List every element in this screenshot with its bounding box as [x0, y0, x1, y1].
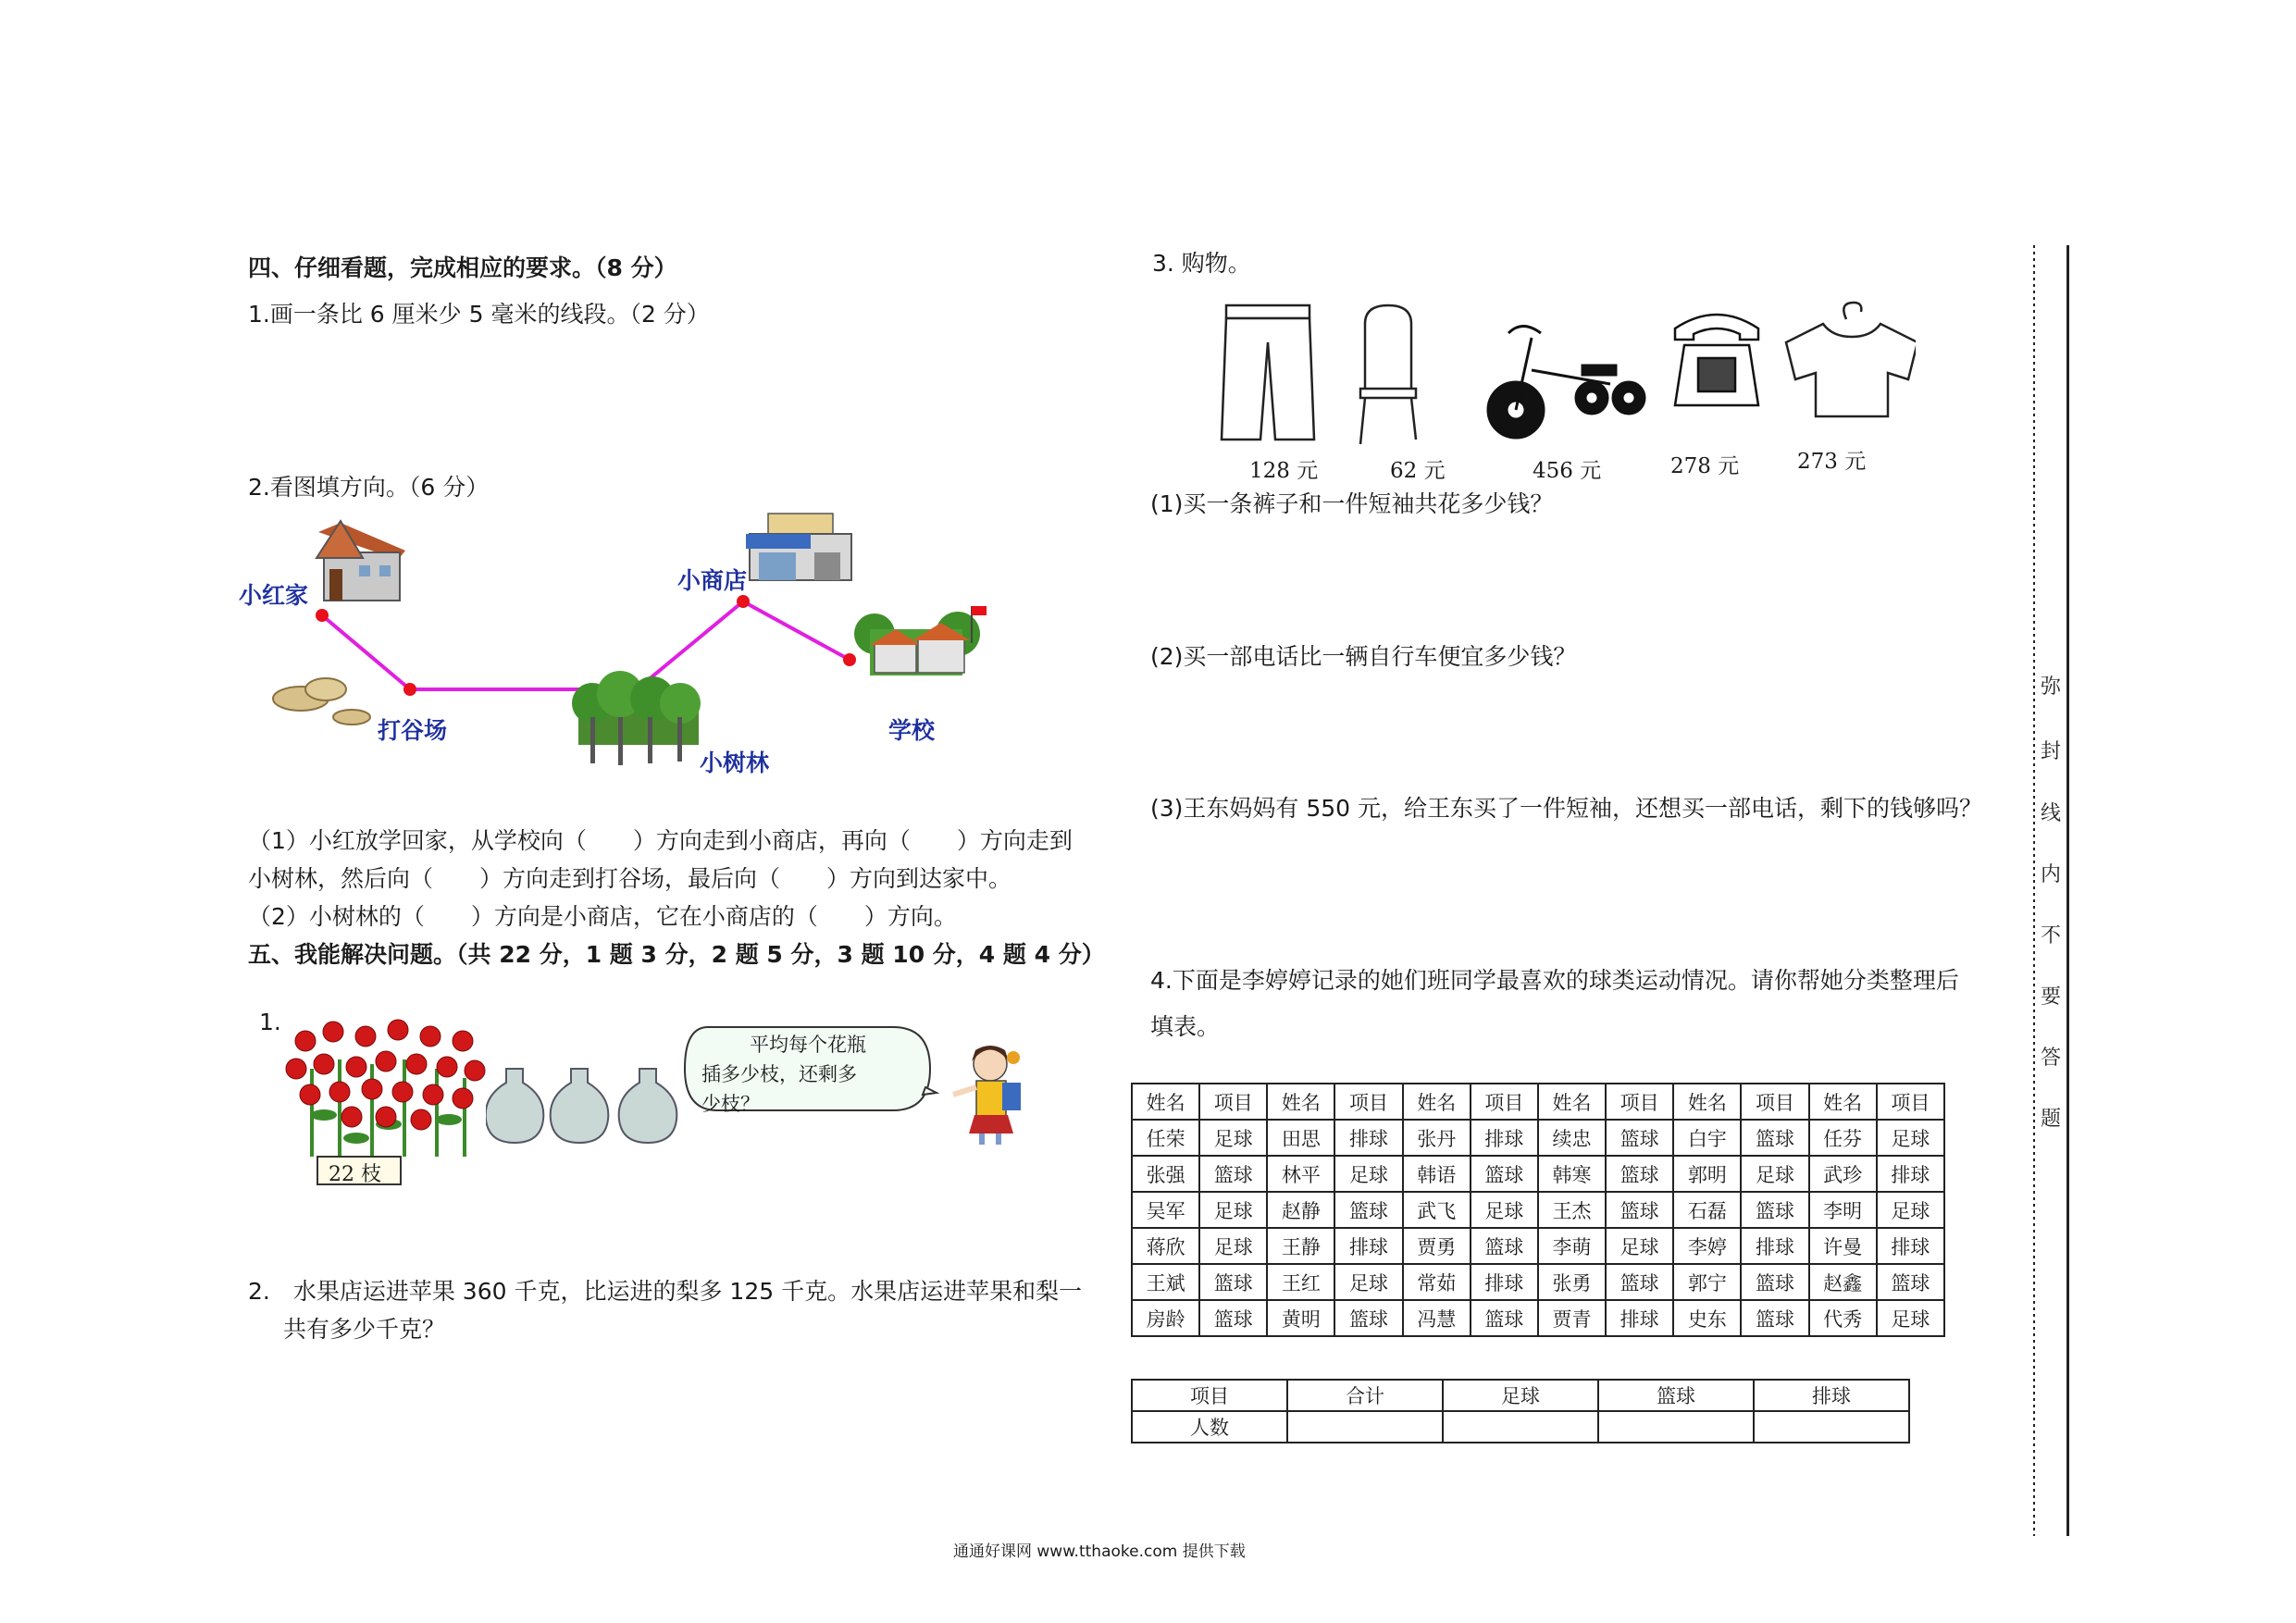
- table-row: [1132, 1264, 1944, 1300]
- table-cell: 李婷: [1673, 1228, 1741, 1264]
- header-cell: 姓名: [1538, 1084, 1606, 1120]
- bubble-line-2: 插多少枝，还剩多: [701, 1063, 857, 1085]
- summary-header-cell: 项目: [1132, 1380, 1287, 1411]
- table-cell: 任芬: [1809, 1120, 1877, 1156]
- school-icon: [854, 606, 987, 675]
- table-cell: 续忠: [1538, 1120, 1606, 1156]
- problem-2-line2: 共有多少千克？: [283, 1316, 446, 1343]
- header-cell: 项目: [1741, 1084, 1808, 1120]
- table-cell: 赵鑫: [1809, 1264, 1877, 1300]
- summary-header-cell: 足球: [1443, 1380, 1598, 1411]
- summary-header-cell: 排球: [1754, 1380, 1909, 1411]
- table-cell: 篮球: [1877, 1264, 1944, 1300]
- table-cell: 篮球: [1741, 1120, 1808, 1156]
- footer-credit: 通通好课网 www.tthaoke.com 提供下载: [953, 1542, 1246, 1561]
- table-cell: 李明: [1809, 1192, 1877, 1228]
- table-cell: 张丹: [1403, 1120, 1471, 1156]
- table-cell: 篮球: [1199, 1300, 1267, 1336]
- summary-row-label: 人数: [1132, 1411, 1287, 1443]
- header-cell: 姓名: [1809, 1084, 1877, 1120]
- question-2: 2.看图填方向。（6 分）: [248, 474, 490, 501]
- table-cell: 石磊: [1673, 1192, 1741, 1228]
- table-cell: 贾勇: [1403, 1228, 1471, 1264]
- table-cell: 排球: [1334, 1120, 1402, 1156]
- label-shop: 小商店: [677, 567, 748, 594]
- table-cell: 排球: [1877, 1228, 1944, 1264]
- header-cell: 项目: [1334, 1084, 1402, 1120]
- table-cell: 排球: [1334, 1228, 1402, 1264]
- tshirt-icon: [1786, 303, 1916, 416]
- section4-title: 四、仔细看题，完成相应的要求。（8 分）: [248, 254, 677, 281]
- table-cell: 篮球: [1334, 1300, 1402, 1336]
- table-cell: 篮球: [1741, 1264, 1808, 1300]
- table-cell: 篮球: [1334, 1192, 1402, 1228]
- problem-1-number: 1.: [259, 1009, 281, 1035]
- answer-cell-total[interactable]: [1287, 1411, 1443, 1443]
- header-cell: 项目: [1199, 1084, 1267, 1120]
- binding-char: 内: [2041, 863, 2062, 886]
- binding-char: 封: [2041, 740, 2062, 763]
- table-cell: 郭宁: [1673, 1264, 1741, 1300]
- binding-char: 要: [2041, 985, 2062, 1009]
- table-cell: 足球: [1741, 1156, 1808, 1192]
- point-shop: [737, 595, 750, 608]
- table-cell: 篮球: [1606, 1192, 1673, 1228]
- table-row: [1132, 1228, 1944, 1264]
- table-cell: 武飞: [1403, 1192, 1471, 1228]
- summary-header-cell: 篮球: [1598, 1380, 1754, 1411]
- table-cell: 任荣: [1132, 1120, 1199, 1156]
- price-chair: 62 元: [1390, 459, 1446, 483]
- header-cell: 姓名: [1403, 1084, 1471, 1120]
- price-telephone: 278 元: [1670, 454, 1740, 478]
- problem-3-q2: (2)买一部电话比一辆自行车便宜多少钱？: [1150, 643, 1577, 670]
- table-cell: 王红: [1267, 1264, 1334, 1300]
- table-cell: 篮球: [1606, 1264, 1673, 1300]
- price-tshirt: 273 元: [1797, 450, 1867, 474]
- q2-sub1-line1: （1）小红放学回家，从学校向（ ）方向走到小商店，再向（ ）方向走到: [248, 827, 1073, 854]
- point-home: [316, 609, 329, 622]
- girl-icon: [944, 1041, 1046, 1152]
- table-cell: 张强: [1132, 1156, 1199, 1192]
- table-cell: 足球: [1199, 1192, 1267, 1228]
- binding-char: 线: [2041, 802, 2062, 825]
- problem-4-line2: 填表。: [1150, 1013, 1221, 1040]
- table-cell: 武珍: [1809, 1156, 1877, 1192]
- table-row: [1132, 1120, 1944, 1156]
- table-cell: 史东: [1673, 1300, 1741, 1336]
- table-cell: 篮球: [1606, 1120, 1673, 1156]
- table-cell: 张勇: [1538, 1264, 1606, 1300]
- table-cell: 郭明: [1673, 1156, 1741, 1192]
- house-icon: [316, 521, 405, 601]
- binding-char: 不: [2041, 924, 2062, 948]
- header-cell: 姓名: [1132, 1084, 1199, 1120]
- table-cell: 足球: [1606, 1228, 1673, 1264]
- table-cell: 足球: [1199, 1228, 1267, 1264]
- table-cell: 足球: [1471, 1192, 1538, 1228]
- table-cell: 排球: [1741, 1228, 1808, 1264]
- table-cell: 篮球: [1741, 1192, 1808, 1228]
- table-cell: 足球: [1877, 1192, 1944, 1228]
- table-cell: 林平: [1267, 1156, 1334, 1192]
- summary-table: [1131, 1379, 1910, 1443]
- table-cell: 足球: [1199, 1120, 1267, 1156]
- answer-cell-volleyball[interactable]: [1754, 1411, 1909, 1443]
- summary-row: [1132, 1411, 1909, 1443]
- table-cell: 贾青: [1538, 1300, 1606, 1336]
- binding-char: 答: [2041, 1047, 2062, 1070]
- roses-icon: [282, 1013, 490, 1189]
- flower-count-label: 22 枝: [329, 1163, 381, 1186]
- problem-3-q1: (1)买一条裤子和一件短袖共花多少钱？: [1150, 490, 1554, 517]
- bubble-line-3: 少枝？: [701, 1093, 760, 1115]
- table-cell: 排球: [1471, 1264, 1538, 1300]
- haystack-icon: [273, 678, 370, 725]
- table-row: [1132, 1156, 1944, 1192]
- table-cell: 田思: [1267, 1120, 1334, 1156]
- problem-3-title: 3. 购物。: [1152, 250, 1251, 277]
- table-cell: 王杰: [1538, 1192, 1606, 1228]
- table-cell: 常茹: [1403, 1264, 1471, 1300]
- tree-grove-icon: [572, 671, 701, 765]
- table-cell: 代秀: [1809, 1300, 1877, 1336]
- table-cell: 篮球: [1471, 1300, 1538, 1336]
- table-cell: 排球: [1606, 1300, 1673, 1336]
- chair-icon: [1360, 305, 1416, 444]
- header-cell: 项目: [1877, 1084, 1944, 1120]
- summary-header: [1132, 1380, 1909, 1411]
- table-cell: 王静: [1267, 1228, 1334, 1264]
- table-cell: 篮球: [1471, 1156, 1538, 1192]
- table-cell: 黄明: [1267, 1300, 1334, 1336]
- table-row: [1132, 1192, 1944, 1228]
- table-cell: 韩语: [1403, 1156, 1471, 1192]
- shopping-items: [1194, 301, 1916, 449]
- table-cell: 蒋欣: [1132, 1228, 1199, 1264]
- label-school: 学校: [888, 717, 936, 744]
- table-cell: 篮球: [1199, 1264, 1267, 1300]
- table-cell: 房龄: [1132, 1300, 1199, 1336]
- sports-record-table: [1131, 1083, 1945, 1337]
- table-cell: 足球: [1877, 1300, 1944, 1336]
- table-cell: 足球: [1334, 1264, 1402, 1300]
- table-cell: 排球: [1471, 1120, 1538, 1156]
- binding-char: 弥: [2041, 675, 2062, 699]
- q2-sub2: （2）小树林的（ ）方向是小商店，它在小商店的（ ）方向。: [248, 903, 957, 930]
- table-cell: 李萌: [1538, 1228, 1606, 1264]
- header-cell: 姓名: [1267, 1084, 1334, 1120]
- record-table-header: [1132, 1084, 1944, 1120]
- telephone-icon: [1675, 315, 1758, 405]
- summary-header-cell: 合计: [1287, 1380, 1443, 1411]
- header-cell: 项目: [1471, 1084, 1538, 1120]
- table-cell: 白宇: [1673, 1120, 1741, 1156]
- table-cell: 篮球: [1606, 1156, 1673, 1192]
- label-grove: 小树林: [700, 750, 770, 776]
- section5-title: 五、我能解决问题。（共 22 分，1 题 3 分，2 题 5 分，3 题 10 分，4 题 4 分）: [248, 941, 1105, 968]
- header-cell: 项目: [1606, 1084, 1673, 1120]
- bubble-line-1: 平均每个花瓶: [750, 1034, 866, 1056]
- point-threshing: [403, 683, 416, 696]
- problem-4-line1: 4.下面是李婷婷记录的她们班同学最喜欢的球类运动情况。请你帮她分类整理后: [1150, 967, 1959, 994]
- table-cell: 冯慧: [1403, 1300, 1471, 1336]
- header-cell: 姓名: [1673, 1084, 1741, 1120]
- question-1: 1.画一条比 6 厘米少 5 毫米的线段。（2 分）: [248, 301, 710, 328]
- table-row: [1132, 1300, 1944, 1336]
- answer-cell-basketball[interactable]: [1598, 1411, 1754, 1443]
- vases-icon: [486, 1064, 689, 1147]
- direction-map: [259, 504, 1036, 791]
- table-cell: 许曼: [1809, 1228, 1877, 1264]
- q2-sub1-line2: 小树林，然后向（ ）方向走到打谷场，最后向（ ）方向到达家中。: [248, 865, 1012, 892]
- binding-solid-line: [2066, 245, 2069, 1536]
- table-cell: 足球: [1334, 1156, 1402, 1192]
- problem-2-line1: 2. 水果店运进苹果 360 千克，比运进的梨多 125 千克。水果店运进苹果和梨一: [248, 1278, 1083, 1305]
- table-cell: 韩寒: [1538, 1156, 1606, 1192]
- table-cell: 足球: [1877, 1120, 1944, 1156]
- shop-icon: [746, 514, 851, 580]
- label-home: 小红家: [239, 582, 309, 609]
- table-cell: 篮球: [1741, 1300, 1808, 1336]
- answer-cell-football[interactable]: [1443, 1411, 1598, 1443]
- price-tricycle: 456 元: [1533, 459, 1602, 483]
- binding-char: 题: [2041, 1108, 2062, 1131]
- table-cell: 篮球: [1199, 1156, 1267, 1192]
- table-cell: 王斌: [1132, 1264, 1199, 1300]
- table-cell: 排球: [1877, 1156, 1944, 1192]
- table-cell: 篮球: [1471, 1228, 1538, 1264]
- trousers-icon: [1222, 305, 1314, 440]
- table-cell: 赵静: [1267, 1192, 1334, 1228]
- tricycle-icon: [1488, 327, 1644, 439]
- price-trousers: 128 元: [1249, 459, 1319, 483]
- problem-3-q3: (3)王东妈妈有 550 元，给王东买了一件短袖，还想买一部电话，剩下的钱够吗？: [1150, 795, 1983, 822]
- label-threshing: 打谷场: [378, 717, 448, 744]
- binding-dotted-line: [2031, 245, 2037, 1536]
- point-school: [843, 653, 856, 666]
- table-cell: 吴军: [1132, 1192, 1199, 1228]
